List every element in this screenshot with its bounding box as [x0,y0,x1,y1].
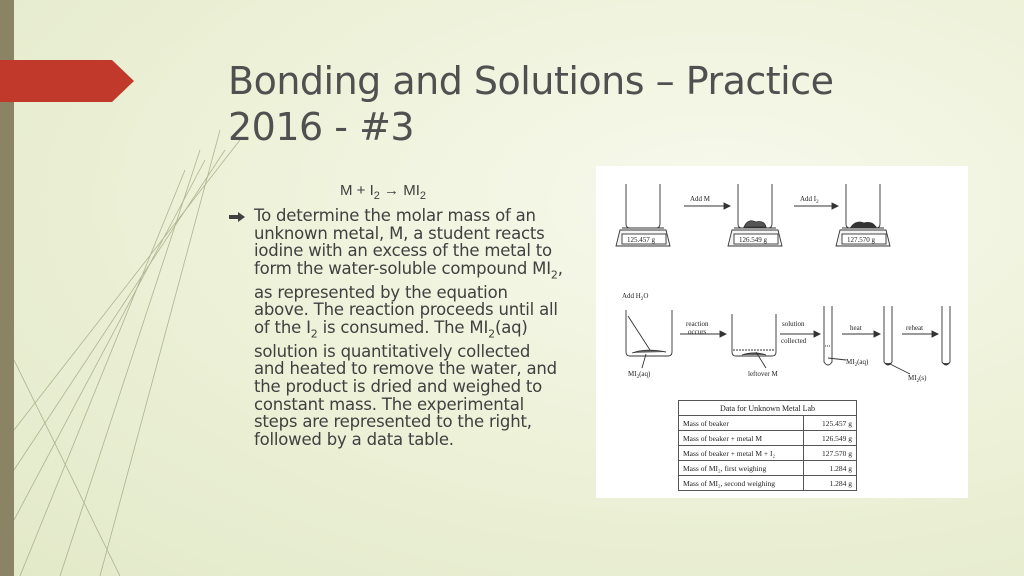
tube-s-label: $MI_2(s)$ [908,374,927,384]
heat-label: heat [850,324,862,332]
balance-2-reading: 126.549 g [739,236,767,244]
add-i2-label: Add $I_2$ [800,195,819,205]
reaction-label-1: reaction [686,320,709,328]
leftover-m-label: leftover M [748,370,778,378]
problem-description: To determine the molar mass of an unknown metal, M, a student reacts iodine with an excess of the metal to form the water-soluble compound $MI_2$, as represented by the equation above. The reaction proceeds until all of the $I_2$ is consumed. The $MI_2(aq)$ solution is quantitatively collected and heated to remove the water, and the product is dried and weighed to constant mass. The experimental steps are represented to the right, followed by a data table. [254,206,563,449]
title-arrow-shape [0,60,134,102]
tube-aq-label: $MI_2(aq)$ [846,358,869,368]
table-row-value: 1.284 g [804,461,857,476]
data-table [678,400,857,491]
experiment-diagram [596,166,968,398]
add-h2o-label: Add $H_2O$ [622,292,649,302]
mi2aq-beaker-label: $MI_2(aq)$ [628,370,651,380]
slide-title: Bonding and Solutions – Practice 2016 - #3 [228,59,834,149]
table-row-value: 125.457 g [804,416,857,431]
solution-label-1: solution [782,320,805,328]
table-row-label: Mass of beaker + metal M [679,431,804,446]
table-row-label: Mass of MI₂, first weighing [679,461,804,476]
table-row-label: Mass of beaker [679,416,804,431]
balance-1-reading: 125.457 g [627,236,655,244]
reaction-label-2: occurs [688,328,707,336]
table-title: Data for Unknown Metal Lab [679,401,857,416]
reheat-label: reheat [906,324,924,332]
balance-3-reading: 127.570 g [847,236,875,244]
table-row [679,461,857,476]
experiment-figure [596,166,968,498]
solution-label-2: collected [781,337,807,345]
table-row-label: Mass of beaker + metal M + I₂ [679,446,804,461]
table-row-value: 126.549 g [804,431,857,446]
table-row-value: 127.570 g [804,446,857,461]
table-row [679,431,857,446]
beaker-water [626,310,672,356]
bullet-arrow-icon [229,212,245,222]
test-tube-dry-1 [884,306,892,365]
table-row [679,416,857,431]
add-m-label: Add M [690,195,711,203]
table-row-value: 1.284 g [804,476,857,491]
reaction-equation: $M + I_2 \to MI_2$ [340,182,427,202]
table-row [679,446,857,461]
beaker-leftover [732,314,776,356]
test-tube-dry-2 [942,306,950,365]
table-row [679,476,857,491]
test-tube-aq [824,306,832,365]
table-row-label: Mass of MI₂, second weighing [679,476,804,491]
